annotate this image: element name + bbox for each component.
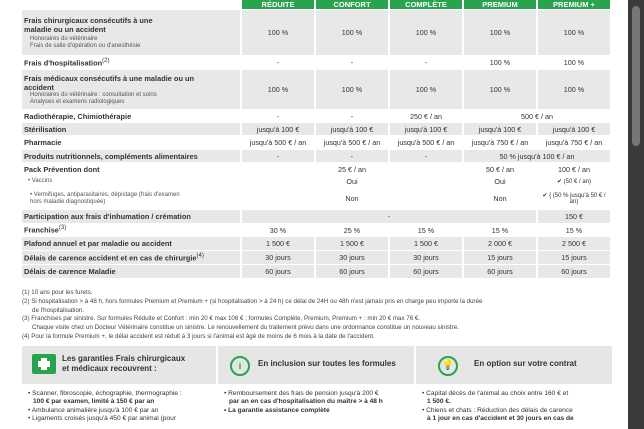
box-guarantees: Les garanties Frais chirurgicaux et médicaux recouvrent : • Scanner, fibroscopie, échographie, thermographie : 100 € par examen, limité à 150 € par an • Ambulance animalière jusqu'à 100 € par an • Ligaments croisés jusqu'à 450 € par animal (pour	[22, 346, 216, 429]
table-row: Produits nutritionnels, compléments alimentaires - - - 50 % jusqu'à 100 € / an	[22, 149, 610, 162]
table-row: Radiothérapie, Chimiothérapie - - 250 € / an 500 € / an	[22, 109, 610, 122]
footnote: (4) Pour la formule Premium +, le délai accident est réduit à 3 jours si l'animal est âgé de moins de 6 mois à la date de l'accident.	[22, 332, 375, 340]
col-premium: PREMIUM	[462, 0, 536, 9]
scrollbar-thumb[interactable]	[632, 6, 640, 146]
table-row: Participation aux frais d'inhumation / crémation - 150 €	[22, 209, 610, 223]
footnote: Chaque visite chez un Docteur Vétérinaire constitue un sinistre. Le renouvellement du traitement prévu dans une ordonnance constitue un nouveau sinistre.	[32, 324, 459, 332]
table-row: Frais d'hospitalisation$^{(2)}$ - - - 100 % 100 %	[22, 55, 610, 69]
table-row: • Vaccins Oui Oui ✔ (50 € / an)	[22, 175, 610, 187]
footnote: (2) Si hospitalisation > à 48 h, hors formules Premium et Premium + (si hospitalisation > à 24 h) ce délai de 24H ou 48h n'est jamais pris en charge peu importe la durée	[22, 297, 483, 305]
info-icon: i	[230, 356, 250, 376]
table-row: Plafond annuel et par maladie ou accident 1 500 € 1 500 € 1 500 € 2 000 € 2 500 €	[22, 236, 610, 250]
info-boxes	[22, 346, 612, 429]
lightbulb-icon: 💡	[438, 356, 458, 376]
table-row: Frais médicaux consécutifs à une maladie ou un accident Honoraires du vétérinaire : consultation et soins Analyses et examens radiologiques 100 % 100 % 100 % 100 % 100 %	[22, 69, 610, 109]
table-row: Pack Prévention dont 25 € / an 50 € / an 100 € / an	[22, 162, 610, 175]
table-row: Stérilisation jusqu'à 100 € jusqu'à 100 € jusqu'à 100 € jusqu'à 100 € jusqu'à 100 €	[22, 122, 610, 135]
table-row: Pharmacie jusqu'à 500 € / an jusqu'à 500 € / an jusqu'à 500 € / an jusqu'à 750 € / an jusqu'à 750 € / an	[22, 135, 610, 149]
col-reduite: RÉDUITE	[240, 0, 314, 9]
table-row: Délais de carence accident et en cas de chirurgie$^{(4)}$ 30 jours 30 jours 30 jours 15 jours 15 jours	[22, 250, 610, 264]
col-confort: CONFORT	[314, 0, 388, 9]
table-row: Délais de carence Maladie 60 jours 60 jours 60 jours 60 jours 60 jours	[22, 264, 610, 278]
medical-cross-icon	[32, 354, 56, 374]
table-row: • Vermifuges, antiparasitaires, dépistage (frais d'examen hors maladie diagnostiquée) Non Non ✔ { (50 % jusqu'à 50 € / an)	[22, 187, 610, 209]
footnotes	[22, 289, 612, 342]
box-inclusion: i En inclusion sur toutes les formules • Remboursement des frais de pension jusqu'à 200 € par an en cas d'hospitalisation du maître > à 48 h • La garantie assistance complète	[218, 346, 414, 429]
footnote: (1) 10 ans pour les furets.	[22, 289, 93, 296]
scrollbar[interactable]	[628, 0, 644, 429]
box-option: 💡 En option sur votre contrat • Capital décès de l'animal au choix entre 160 € et 1 500 €. • Chiens et chats : Réduction des délais de carence à 1 jour en cas d'accident et 30 jours en cas de	[416, 346, 612, 429]
table-row: Frais chirurgicaux consécutifs à une maladie ou un accident Honoraires du vétérinaire Frais de salle d'opération ou d'anesthésie 100 % 100 % 100 % 100 % 100 %	[22, 9, 610, 55]
coverage-table	[22, 0, 610, 278]
footnote: (3) Franchises par sinistre. Sur formules Réduite et Confort : min 20 € max 106 € ; formules Complète, Premium, Premium + : min 20 € max 76 €.	[22, 315, 421, 323]
footnote: de l'hospitalisation.	[32, 306, 85, 314]
col-premium-plus: PREMIUM +	[536, 0, 610, 9]
table-header	[22, 0, 610, 9]
col-complete: COMPLÈTE	[388, 0, 462, 9]
table-row: Franchise$^{(3)}$ 30 % 25 % 15 % 15 % 15 %	[22, 223, 610, 236]
